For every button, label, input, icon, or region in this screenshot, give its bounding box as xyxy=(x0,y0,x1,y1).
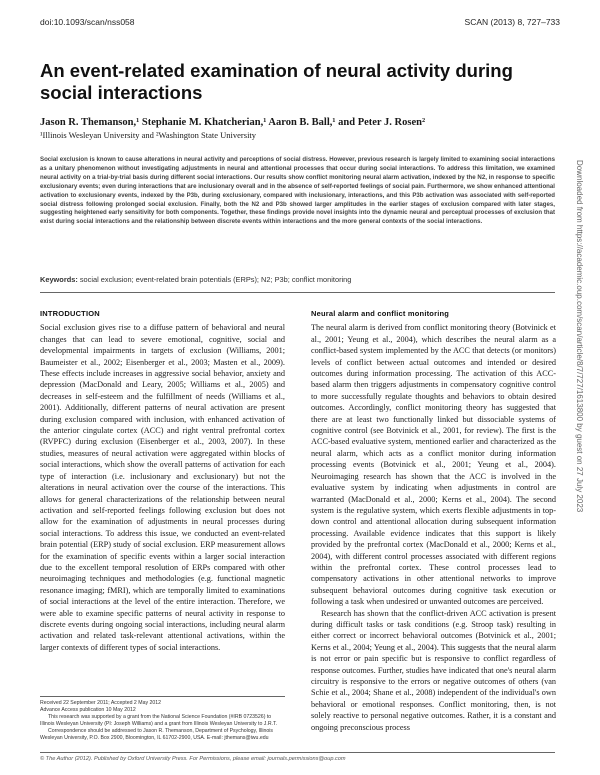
keywords-text: social exclusion; event-related brain potentials (ERPs); N2; P3b; conflict monitoring xyxy=(79,275,352,284)
journal-reference: SCAN (2013) 8, 727–733 xyxy=(464,17,560,27)
advance-access: Advance Access publication 10 May 2012 xyxy=(40,707,136,713)
footnote xyxy=(40,700,285,742)
section-divider xyxy=(40,292,555,293)
introduction-paragraph: Social exclusion gives rise to a diffuse pattern of behavioral and neural changes that can lead to severe emotional, cognitive, social and developmental impairments in targets of exclusion (Williams, 2001; Baumeister et al., 2002; Eisenberger et al., 2003; Masten et al., 2009). These effects include increases in aggressive social behavior, anxiety and depression (MacDonald and Leary, 2005; Williams et al., 2005) and decreases in self-esteem and the fulfillment of needs (Williams et al., 2001). Additionally, different patterns of neural activation are present during exclusion compared with inclusion, with enhanced activation of the anterior cingulate cortex (ACC) and right ventral prefrontal cortex (RVPFC) during exclusion (Eisenberger et al., 2003, 2007). In these studies, measures of neural activation were aggregated within blocks of social interactions, which show the overall patterns of activation for each type of interaction (i.e. inclusionary and exclusionary) but not the alterations in neural activation over the course of the interactions. This allows for general characterizations of the relationship between neural activation and self-reported feelings following exclusion but does not allow for the examination of adjustments in neural processes during social interactions. To address this issue, we conducted an event-related brain potential (ERP) study of social exclusion. ERP measurement allows for the examination of specific events within a larger social interaction due to the excellent temporal resolution of ERPs compared with other neuroimaging techniques and methodologies (e.g. functional magnetic resonance imaging; fMRI), which are temporally limited to examinations of social interactions at the level of the entire interaction. Therefore, we were able to examine specific patterns of neural activity in response to discrete events during ongoing social interactions, including neural alarm activation and related task-relevant attentional activations, within the larger contexts of different types of social interactions. xyxy=(40,323,285,652)
right-column xyxy=(311,308,556,733)
footnote-divider xyxy=(40,696,285,697)
doi-header[interactable]: doi:10.1093/scan/nss058 xyxy=(40,17,135,27)
author-list: Jason R. Themanson,¹ Stephanie M. Khatcherian,¹ Aaron B. Ball,¹ and Peter J. Rosen² xyxy=(40,117,426,128)
conflict-research-paragraph: Research has shown that the conflict-driven ACC activation is present during difficult tasks or task conditions (e.g. Stroop task) resulting in either correct or incorrect behavioral outcomes (Botvinick et al., 2001; Kerns et al., 2004; Yeung et al., 2004). This suggests that the neural alarm is not error or pain specific but is responsive to conflict regardless of response outcomes. Further, studies have indicated that one's neural alarm circuitry is responsive to the errors or negative outcomes of others (van Schie et al., 2004; Shane et al., 2008) independent of the individual's own behavioral or emotional responses. Conflict monitoring, then, is not solely reactive to personal negative outcomes. Rather, it is a constant and ongoing preconscious process xyxy=(311,608,556,732)
received-dates: Received 22 September 2011; Accepted 2 May 2012 xyxy=(40,700,162,706)
copyright-divider xyxy=(40,752,555,753)
keywords-label: Keywords: xyxy=(40,275,78,284)
keywords xyxy=(40,275,555,284)
introduction-heading: INTRODUCTION xyxy=(40,309,100,318)
affiliations: ¹Illinois Wesleyan University and ²Washington State University xyxy=(40,130,257,140)
correspondence-note: Correspondence should be addressed to Jason R. Themanson, Department of Psychology, Illinois Wesleyan University, P.O. Box 2900, Bloomington, IL 61702-2900, USA. E-mail: jthemans@iwu.edu xyxy=(40,728,274,741)
download-watermark: Downloaded from https://academic.oup.com/scan/article/8/7/727/1613800 by guest on 27 July 2023 xyxy=(575,160,584,513)
neural-alarm-heading: Neural alarm and conflict monitoring xyxy=(311,309,450,318)
funding-note: This research was supported by a grant from the National Science Foundation (#IRB 0723526) to Illinois Wesleyan University (PI: Joseph Williams) and a grant from Illinois Wesleyan University to J.R.T. xyxy=(40,714,278,727)
abstract: Social exclusion is known to cause alterations in neural activity and perceptions of social distress. However, previous research is largely limited to examining social interactions as a unitary phenomenon without investigating adjustments in neural and attentional processes that occur during social interactions. To address this limitation, we examined neural activity on a trial-by-trial basis during different social interactions. Our results show conflict monitoring neural alarm activation, indexed by the N2, in response to specific exclusionary events; even during interactions that are inclusionary overall and in the absence of self-reported feelings of social pain. Furthermore, we show enhanced attentional activation to exclusionary events, indexed by the P3b, during exclusionary, compared with inclusionary, interactions, and this P3b activation was associated with self-reported social distress following prolonged social exclusion. Finally, both the N2 and P3b showed larger amplitudes in the earlier stages of exclusion compared with later stages, suggesting heightened early sensitivity for both components. Together, these findings provide novel insights into the dynamic neural and perceptual processes of exclusion that exist during social interactions and the relationship between discrete events within interactions and the more general contexts of the social interactions. xyxy=(40,156,555,226)
copyright-notice: © The Author (2012). Published by Oxford University Press. For Permissions, please email: journals.permissions@oup.com xyxy=(40,756,346,762)
neural-alarm-paragraph: The neural alarm is derived from conflict monitoring theory (Botvinick et al., 2001; Yeung et al., 2004), which describes the neural alarm as a conflict-based system implemented by the ACC that detects (or monitors) levels of conflict between actual outcomes and intended or desired outcomes during information processing. The activation of this ACC-based alarm then triggers adjustments in compensatory cognitive control to more successfully regulate thoughts and behaviors to obtain desired outcomes. Accordingly, conflict monitoring theory has suggested that there are at least two functionally linked but dissociable systems of cognitive control (see Botvinick et al., 2001, for review). The first is the ACC-based evaluative system, mentioned earlier and characterized as the neural alarm, which acts as a conflict monitor during information processing events (Botvinick et al., 2001; Yeung et al., 2004). Neuroimaging research has shown that the ACC is involved in the evaluative system by indicating when adjustments in control are warranted (MacDonald et al., 2000; Kerns et al., 2004). The second system is the regulative system, which exerts flexible adjustments in top-down control and attentional allocation during subsequent information processing. Available evidence indicates that this support is likely provided by the prefrontal cortex (MacDonald et al., 2000; Kerns et al., 2004), with different control processes associated with different regions within the prefrontal cortex. These control processes lead to compensatory activations in other attentional networks to improve subsequent behavioral outcomes during cognitive task execution or following a task when undesired or unwanted outcomes are perceived. xyxy=(311,323,556,607)
left-column xyxy=(40,308,285,653)
article-title: An event-related examination of neural activity during social interactions xyxy=(40,60,513,103)
